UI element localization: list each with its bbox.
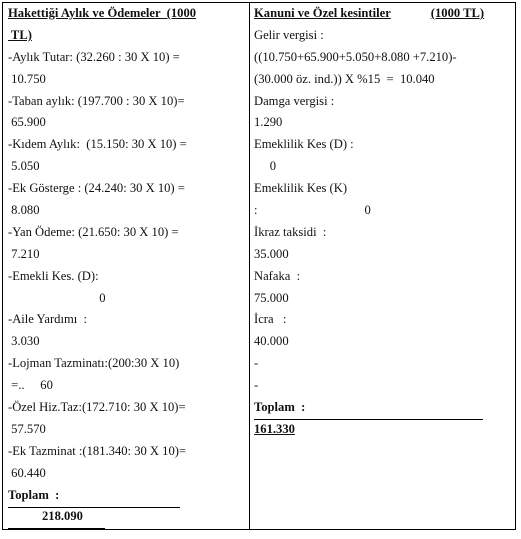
deductions-row: İcra : <box>254 312 287 327</box>
deductions-header-title: Kanuni ve Özel kesintiler <box>254 6 391 20</box>
earnings-row: -Ek Tazminat :(181.340: 30 X 10)= <box>8 443 187 458</box>
deductions-total-value: 161.330 <box>254 421 295 436</box>
deductions-row: 35.000 <box>254 246 289 261</box>
deductions-row: Emeklilik Kes (K) <box>254 181 348 196</box>
deductions-header <box>254 3 512 25</box>
deductions-row: 1.290 <box>254 115 283 130</box>
earnings-row: -Özel Hiz.Taz:(172.710: 30 X 10)= <box>8 400 186 415</box>
earnings-row: 57.570 <box>8 421 46 436</box>
deductions-table <box>2 2 516 530</box>
deductions-row: İkraz taksidi : <box>254 224 327 239</box>
earnings-header-line1: Hakettiği Aylık ve Ödemeler (1000 <box>8 6 197 20</box>
deductions-row: : 0 <box>254 203 371 218</box>
earnings-row: -Yan Ödeme: (21.650: 30 X 10) = <box>8 224 179 239</box>
deductions-row: - <box>254 378 259 393</box>
earnings-row: 8.080 <box>8 203 40 218</box>
deductions-total-label <box>254 397 512 419</box>
earnings-row: -Lojman Tazminatı:(200:30 X 10) <box>8 356 180 371</box>
earnings-row: -Kıdem Aylık: (15.150: 30 X 10) = <box>8 137 187 152</box>
earnings-row: 65.900 <box>8 115 46 130</box>
deductions-row: Emeklilik Kes (D) : <box>254 137 354 152</box>
earnings-row: 60.440 <box>8 465 46 480</box>
earnings-row: -Emekli Kes. (D): <box>8 268 99 283</box>
deductions-row: 0 <box>254 159 277 174</box>
earnings-row: -Aylık Tutar: (32.260 : 30 X 10) = <box>8 49 180 64</box>
deductions-row: Gelir vergisi : <box>254 27 324 42</box>
earnings-total-value: 218.090 <box>8 506 105 529</box>
earnings-row: -Taban aylık: (197.700 : 30 X 10)= <box>8 93 185 108</box>
deductions-row: ((10.750+65.900+5.050+8.080 +7.210)- <box>254 49 457 64</box>
earnings-row: -Ek Gösterge : (24.240: 30 X 10) = <box>8 181 185 196</box>
deductions-row: 40.000 <box>254 334 289 349</box>
deductions-row: Damga vergisi : <box>254 93 335 108</box>
deductions-row: - <box>254 356 259 371</box>
deductions-column <box>254 3 512 441</box>
deductions-row: 75.000 <box>254 290 289 305</box>
deductions-row: (30.000 öz. ind.)) X %15 = 10.040 <box>254 71 435 86</box>
earnings-row: 7.210 <box>8 246 40 261</box>
deductions-header-unit: (1000 TL) <box>430 6 485 20</box>
deductions-row: Nafaka : <box>254 268 301 283</box>
earnings-total-label-text: Toplam : <box>8 485 180 508</box>
earnings-row: 3.030 <box>8 334 40 349</box>
earnings-row: -Aile Yardımı : <box>8 312 88 327</box>
earnings-header-line2: TL) <box>8 27 32 42</box>
earnings-row: 5.050 <box>8 159 40 174</box>
earnings-column <box>8 3 246 528</box>
earnings-row: 0 <box>8 290 106 305</box>
deductions-total-label-text: Toplam : <box>254 397 483 420</box>
earnings-total-label <box>8 485 246 507</box>
earnings-total-value-row <box>8 506 246 528</box>
column-divider <box>249 3 250 529</box>
earnings-row: 10.750 <box>8 71 46 86</box>
earnings-row: =.. 60 <box>8 378 53 393</box>
